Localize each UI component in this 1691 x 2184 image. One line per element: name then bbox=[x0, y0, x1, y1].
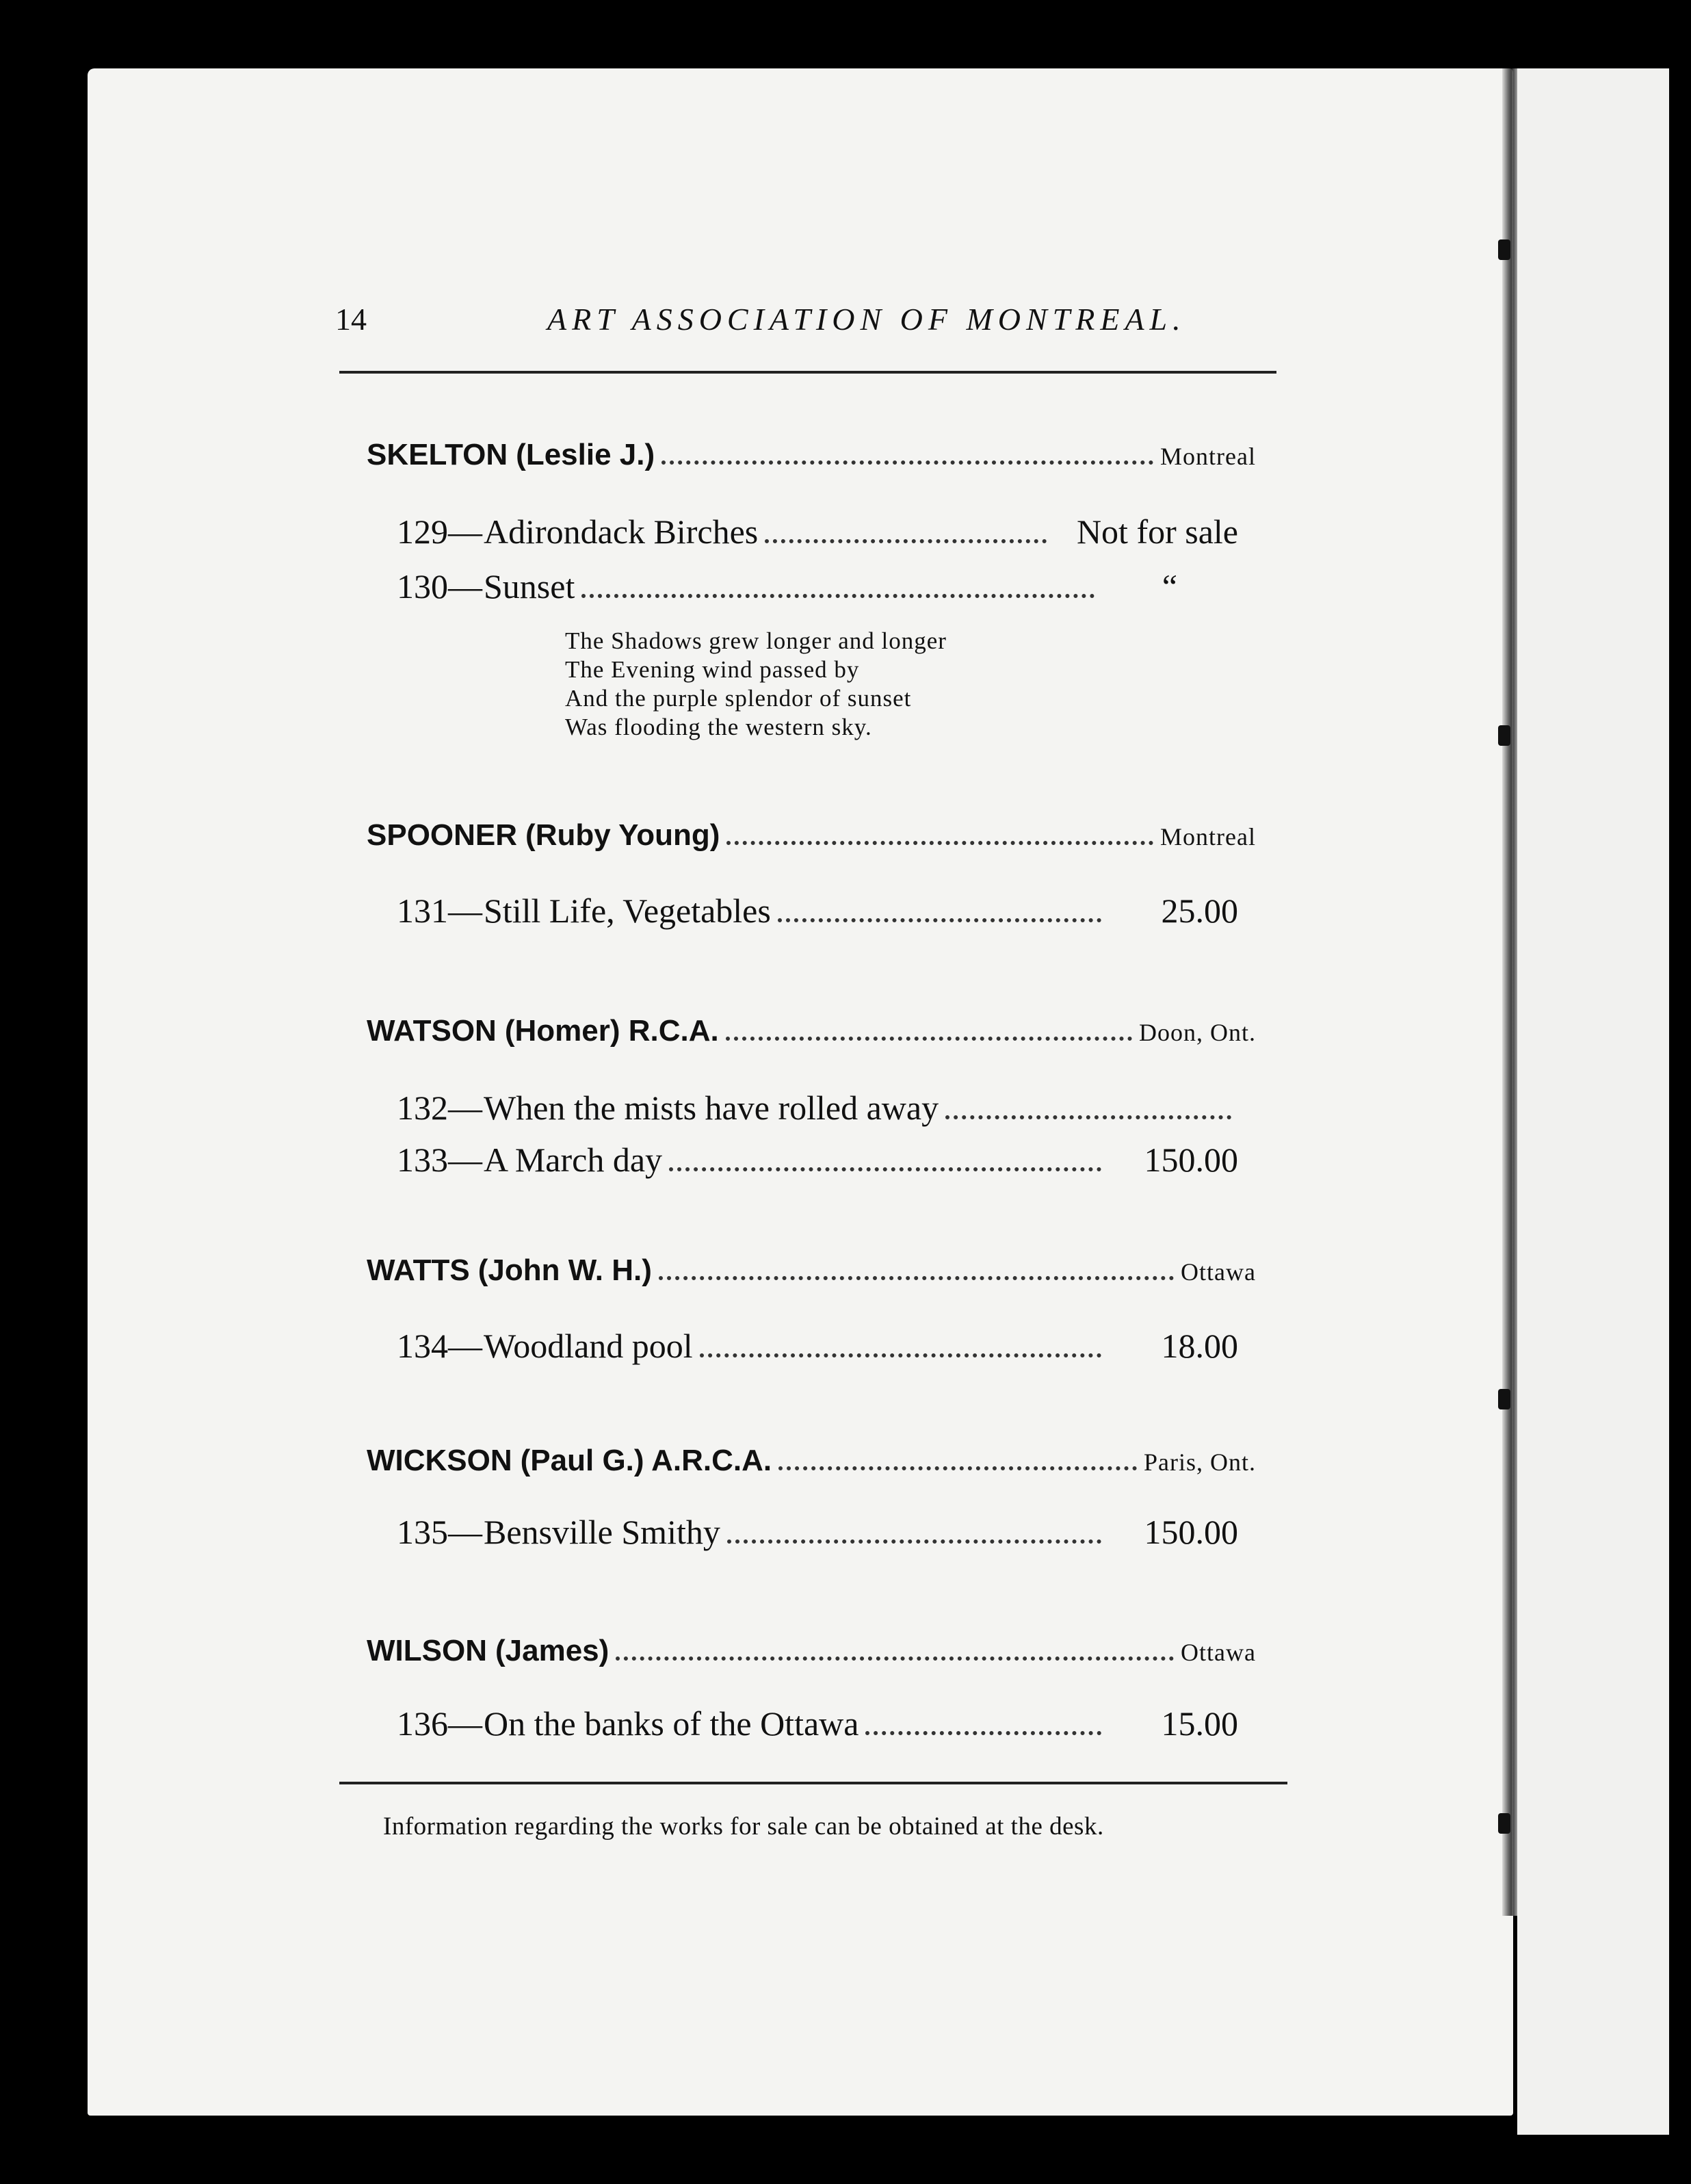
page-number: 14 bbox=[335, 302, 367, 337]
poem-line: Was flooding the western sky. bbox=[565, 714, 872, 740]
work-number: 133— bbox=[397, 1141, 482, 1179]
work-price: 25.00 bbox=[1161, 892, 1238, 930]
dot-leader bbox=[945, 1115, 1231, 1119]
running-head bbox=[335, 301, 1279, 342]
work-item bbox=[397, 1326, 1238, 1366]
work-price: “ bbox=[1162, 567, 1178, 606]
artist-entry bbox=[367, 1253, 1256, 1288]
work-item bbox=[397, 1704, 1238, 1743]
artist-given-name: (John W. H.) bbox=[477, 1253, 652, 1287]
work-title: Woodland pool bbox=[484, 1327, 693, 1365]
artist-given-name: (Leslie J.) bbox=[516, 438, 655, 471]
dot-leader bbox=[778, 1466, 1137, 1470]
artist-location: Paris, Ont. bbox=[1144, 1448, 1256, 1476]
footer-rule bbox=[339, 1782, 1287, 1784]
artist-location: Doon, Ont. bbox=[1139, 1019, 1256, 1046]
work-title: On the banks of the Ottawa bbox=[484, 1704, 859, 1743]
header-rule bbox=[339, 371, 1276, 374]
artist-entry bbox=[367, 818, 1256, 853]
work-title: Still Life, Vegetables bbox=[484, 892, 771, 930]
artist-surname: WICKSON bbox=[367, 1444, 512, 1477]
running-title: ART ASSOCIATION OF MONTREAL. bbox=[547, 302, 1186, 337]
work-price: 150.00 bbox=[1144, 1141, 1238, 1179]
dot-leader bbox=[700, 1353, 1101, 1357]
artist-given-name: (Homer) R.C.A. bbox=[504, 1014, 719, 1048]
poem-line: The Shadows grew longer and longer bbox=[565, 627, 947, 654]
work-item bbox=[397, 891, 1238, 931]
artist-given-name: (James) bbox=[495, 1634, 609, 1667]
binding-mark bbox=[1498, 1813, 1510, 1834]
binding-mark bbox=[1498, 239, 1510, 260]
artist-surname: SPOONER bbox=[367, 818, 518, 852]
artist-given-name: (Ruby Young) bbox=[525, 818, 720, 852]
work-number: 135— bbox=[397, 1513, 482, 1551]
work-title: Adirondack Birches bbox=[484, 512, 759, 551]
poem-line: The Evening wind passed by bbox=[565, 656, 860, 683]
work-number: 129— bbox=[397, 512, 482, 551]
footnote: Information regarding the works for sale can be obtained at the desk. bbox=[383, 1812, 1104, 1841]
artist-entry bbox=[367, 1634, 1256, 1668]
dot-leader bbox=[616, 1656, 1174, 1661]
binding-mark bbox=[1498, 1389, 1510, 1409]
work-number: 131— bbox=[397, 892, 482, 930]
scan-border bbox=[1669, 0, 1691, 2184]
work-title: Sunset bbox=[484, 567, 575, 606]
work-price: Not for sale bbox=[1076, 512, 1238, 551]
artist-entry bbox=[367, 1014, 1256, 1048]
dot-leader bbox=[659, 1276, 1174, 1280]
artist-surname: WILSON bbox=[367, 1634, 487, 1667]
work-title: When the mists have rolled away bbox=[484, 1089, 939, 1127]
work-item bbox=[397, 1512, 1238, 1552]
dot-leader bbox=[726, 1037, 1132, 1041]
artist-entry bbox=[367, 1444, 1256, 1478]
artist-location: Montreal bbox=[1160, 443, 1256, 470]
dot-leader bbox=[778, 918, 1101, 922]
binding-gutter bbox=[1502, 68, 1517, 1916]
artist-surname: SKELTON bbox=[367, 438, 508, 471]
work-title: A March day bbox=[484, 1141, 663, 1179]
poem-excerpt bbox=[565, 627, 947, 742]
dot-leader bbox=[661, 460, 1153, 465]
work-item bbox=[397, 567, 1238, 606]
artist-given-name: (Paul G.) A.R.C.A. bbox=[520, 1444, 772, 1477]
dot-leader bbox=[865, 1731, 1101, 1735]
work-title: Bensville Smithy bbox=[484, 1513, 720, 1551]
work-item bbox=[397, 512, 1238, 551]
work-number: 136— bbox=[397, 1704, 482, 1743]
work-number: 134— bbox=[397, 1327, 482, 1365]
poem-line: And the purple splendor of sunset bbox=[565, 685, 912, 712]
dot-leader bbox=[765, 539, 1047, 543]
work-item bbox=[397, 1088, 1238, 1128]
work-price: 15.00 bbox=[1161, 1704, 1238, 1743]
work-price: 150.00 bbox=[1144, 1513, 1238, 1551]
artist-location: Ottawa bbox=[1181, 1639, 1256, 1666]
dot-leader bbox=[727, 1539, 1101, 1544]
facing-page-edge bbox=[1517, 68, 1691, 2135]
work-number: 130— bbox=[397, 567, 482, 606]
artist-surname: WATSON bbox=[367, 1014, 497, 1048]
work-number: 132— bbox=[397, 1089, 482, 1127]
dot-leader bbox=[726, 841, 1153, 845]
artist-location: Montreal bbox=[1160, 823, 1256, 850]
artist-surname: WATTS bbox=[367, 1253, 470, 1287]
binding-mark bbox=[1498, 725, 1510, 746]
dot-leader bbox=[669, 1167, 1101, 1171]
artist-location: Ottawa bbox=[1181, 1258, 1256, 1286]
work-price: 18.00 bbox=[1161, 1327, 1238, 1365]
artist-entry bbox=[367, 438, 1256, 472]
dot-leader bbox=[581, 594, 1094, 598]
work-item bbox=[397, 1140, 1238, 1180]
